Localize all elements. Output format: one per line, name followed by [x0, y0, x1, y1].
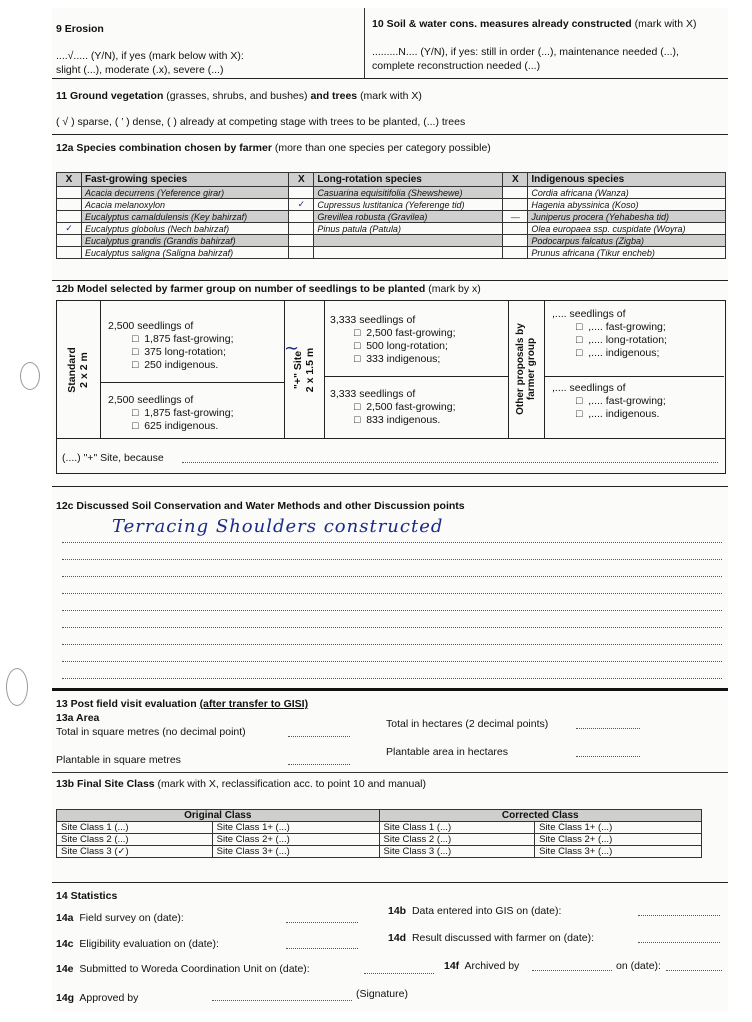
original-class-header: Original Class	[57, 810, 380, 822]
total-ha-field[interactable]	[576, 728, 640, 729]
other-b: ,.... seedlings of □ ,.... fast-growing; □ ,.... indigenous.	[552, 382, 666, 421]
species-checkbox[interactable]	[57, 199, 82, 211]
divider	[52, 134, 728, 135]
plus-site-label: "+" Site 2 x 1.5 m	[292, 347, 316, 393]
species-checkbox[interactable]: ✓	[289, 199, 314, 211]
total-sqm-label: Total in square metres (no decimal point)	[56, 726, 246, 738]
long-rotation-header: Long-rotation species	[314, 173, 503, 187]
discussion-line[interactable]	[62, 593, 722, 594]
species-header-row: X Fast-growing species X Long-rotation species X Indigenous species	[57, 173, 726, 187]
checkbox[interactable]	[576, 347, 582, 359]
species-checkbox[interactable]	[57, 211, 82, 223]
discussion-line[interactable]	[62, 627, 722, 628]
indigenous-header: Indigenous species	[528, 173, 726, 187]
species-checkbox[interactable]	[289, 247, 314, 259]
checkbox[interactable]	[354, 401, 360, 413]
divider	[52, 280, 728, 281]
handwritten-mark: ∼	[284, 338, 300, 359]
species-row: Acacia melanoxylon ✓ Cupressus lustitanica (Yeferenge tid) Hagenia abyssinica (Koso)	[57, 199, 726, 211]
field-survey-field[interactable]	[286, 922, 358, 923]
discussed-label: 14d Result discussed with farmer on (date):	[388, 932, 595, 944]
because-line[interactable]	[182, 462, 718, 463]
standard-a: 2,500 seedlings of □ 1,875 fast-growing; □ 375 long-rotation; □ 250 indigenous.	[108, 320, 234, 372]
species-row: Eucalyptus grandis (Grandis bahirzaf) Podocarpus falcatus (Zigba)	[57, 235, 726, 247]
eligibility-field[interactable]	[286, 948, 358, 949]
divider	[52, 486, 728, 487]
eligibility-label: 14c Eligibility evaluation on (date):	[56, 938, 219, 950]
other-a: ,.... seedlings of □ ,.... fast-growing; □ ,.... long-rotation; □ ,.... indigenous;	[552, 308, 667, 360]
plantable-sqm-field[interactable]	[288, 764, 350, 765]
approved-label: 14g Approved by	[56, 992, 139, 1004]
species-row: Eucalyptus saligna (Saligna bahirzaf) Prunus africana (Tikur encheb)	[57, 247, 726, 259]
checkbox[interactable]	[354, 414, 360, 426]
species-row: Eucalyptus camaldulensis (Key bahirzaf) Grevillea robusta (Gravilea) — Juniperus procera (Yehabesha tid)	[57, 211, 726, 223]
erosion-levels: slight (...), moderate (.x), severe (...)	[56, 64, 224, 76]
plus-site-b: 3,333 seedlings of □ 2,500 fast-growing; □ 833 indigenous.	[330, 388, 456, 427]
species-checkbox[interactable]	[503, 199, 528, 211]
discussion-line[interactable]	[62, 559, 722, 560]
field-survey-label: 14a Field survey on (date):	[56, 912, 184, 924]
species-checkbox[interactable]: —	[503, 211, 528, 223]
checkbox[interactable]	[132, 359, 138, 371]
standard-label: Standard 2 x 2 m	[66, 347, 90, 393]
species-title: 12a Species combination chosen by farmer (more than one species per category possible)	[56, 142, 491, 154]
soil-water-title: 10 Soil & water cons. measures already constructed (mark with X)	[372, 18, 697, 30]
species-checkbox[interactable]	[289, 187, 314, 199]
erosion-yn: ....√..... (Y/N), if yes (mark below with X):	[56, 50, 244, 62]
final-class-title: 13b Final Site Class (mark with X, reclassification acc. to point 10 and manual)	[56, 778, 426, 790]
species-checkbox[interactable]	[57, 247, 82, 259]
checkbox[interactable]	[132, 407, 138, 419]
soil-water-line2: complete reconstruction needed (...)	[372, 60, 541, 72]
statistics-title: 14 Statistics	[56, 890, 118, 902]
discussion-line[interactable]	[62, 610, 722, 611]
checkbox[interactable]	[354, 340, 360, 352]
site-class-table	[56, 809, 702, 858]
signature-label: (Signature)	[356, 988, 408, 1000]
species-checkbox[interactable]: ✓	[57, 223, 82, 235]
corrected-class-header: Corrected Class	[379, 810, 701, 822]
post-field-title: 13 Post field visit evaluation (after transfer to GISI)	[56, 698, 309, 710]
ground-veg-options: ( √ ) sparse, ( ’ ) dense, ( ) already at competing stage with trees to be planted, (...) trees	[56, 116, 466, 128]
binder-hole	[20, 362, 40, 390]
checkbox[interactable]	[576, 395, 582, 407]
species-checkbox[interactable]	[503, 187, 528, 199]
divider	[52, 78, 728, 79]
checkbox[interactable]	[132, 333, 138, 345]
archived-date-field[interactable]	[666, 970, 722, 971]
species-row: ✓ Eucalyptus globolus (Nech bahirzaf) Pinus patula (Patula) Olea europaea ssp. cuspidate (Woyra)	[57, 223, 726, 235]
species-checkbox[interactable]	[289, 235, 314, 247]
species-checkbox[interactable]	[57, 187, 82, 199]
gis-entry-label: 14b Data entered into GIS on (date):	[388, 905, 562, 917]
other-proposals-label: Other proposals by farmer group	[515, 323, 537, 415]
checkbox[interactable]	[132, 346, 138, 358]
species-table	[56, 172, 726, 259]
area-title: 13a Area	[56, 712, 100, 724]
divider	[52, 772, 728, 773]
archived-by-field[interactable]	[532, 970, 612, 971]
soil-water-line1: .........N.... (Y/N), if yes: still in order (...), maintenance needed (...),	[372, 46, 679, 58]
divider	[52, 882, 728, 883]
discussion-line[interactable]	[62, 661, 722, 662]
column-divider	[364, 8, 365, 78]
divider	[52, 688, 728, 691]
fast-growing-header: Fast-growing species	[82, 173, 289, 187]
ground-veg-title: 11 Ground vegetation (grasses, shrubs, and bushes) and trees (mark with X)	[56, 90, 422, 102]
submitted-field[interactable]	[364, 973, 434, 974]
discussion-line[interactable]	[62, 678, 722, 679]
form-page	[52, 8, 728, 1012]
archived-label: 14f Archived by	[444, 960, 520, 972]
discussion-title: 12c Discussed Soil Conservation and Water Methods and other Discussion points	[56, 500, 465, 512]
erosion-title: 9 Erosion	[56, 23, 104, 35]
discussion-line[interactable]	[62, 542, 722, 543]
discussion-handwriting: Terracing Shoulders constructed	[112, 516, 444, 537]
table-row: Site Class 1 (...) Site Class 1+ (...) Site Class 1 (...) Site Class 1+ (...)	[57, 822, 702, 834]
standard-b: 2,500 seedlings of □ 1,875 fast-growing; □ 625 indigenous.	[108, 394, 234, 433]
submitted-label: 14e Submitted to Woreda Coordination Unit on (date):	[56, 963, 310, 975]
model-title: 12b Model selected by farmer group on number of seedlings to be planted (mark by x)	[56, 283, 481, 295]
discussion-line[interactable]	[62, 576, 722, 577]
checkbox[interactable]	[576, 321, 582, 333]
species-checkbox[interactable]	[57, 235, 82, 247]
plus-site-a: 3,333 seedlings of □ 2,500 fast-growing; □ 500 long-rotation; □ 333 indigenous;	[330, 314, 456, 366]
checkbox[interactable]	[132, 420, 138, 432]
checkbox[interactable]	[354, 353, 360, 365]
gis-entry-field[interactable]	[638, 915, 720, 916]
approved-field[interactable]	[212, 1000, 352, 1001]
checkbox[interactable]	[354, 327, 360, 339]
plus-site-because: (....) "+" Site, because	[62, 452, 164, 464]
table-row: Site Class 3 (✓) Site Class 3+ (...) Site Class 3 (...) Site Class 3+ (...)	[57, 846, 702, 858]
checkbox[interactable]	[576, 408, 582, 420]
plantable-ha-field[interactable]	[576, 756, 640, 757]
species-checkbox[interactable]	[503, 235, 528, 247]
plantable-ha-label: Plantable area in hectares	[386, 746, 508, 758]
species-checkbox[interactable]	[289, 223, 314, 235]
discussed-field[interactable]	[638, 942, 720, 943]
total-ha-label: Total in hectares (2 decimal points)	[386, 718, 549, 730]
discussion-line[interactable]	[62, 644, 722, 645]
table-row: Site Class 2 (...) Site Class 2+ (...) Site Class 2 (...) Site Class 2+ (...)	[57, 834, 702, 846]
checkbox[interactable]	[576, 334, 582, 346]
species-checkbox[interactable]	[289, 211, 314, 223]
species-checkbox[interactable]	[503, 247, 528, 259]
binder-hole	[6, 668, 28, 706]
plantable-sqm-label: Plantable in square metres	[56, 754, 181, 766]
species-row: Acacia decurrens (Yeference girar) Casuarina equisitifolia (Shewshewe) Cordia africana (Wanza)	[57, 187, 726, 199]
archived-date-label: on (date):	[616, 960, 661, 972]
total-sqm-field[interactable]	[288, 736, 350, 737]
species-checkbox[interactable]	[503, 223, 528, 235]
